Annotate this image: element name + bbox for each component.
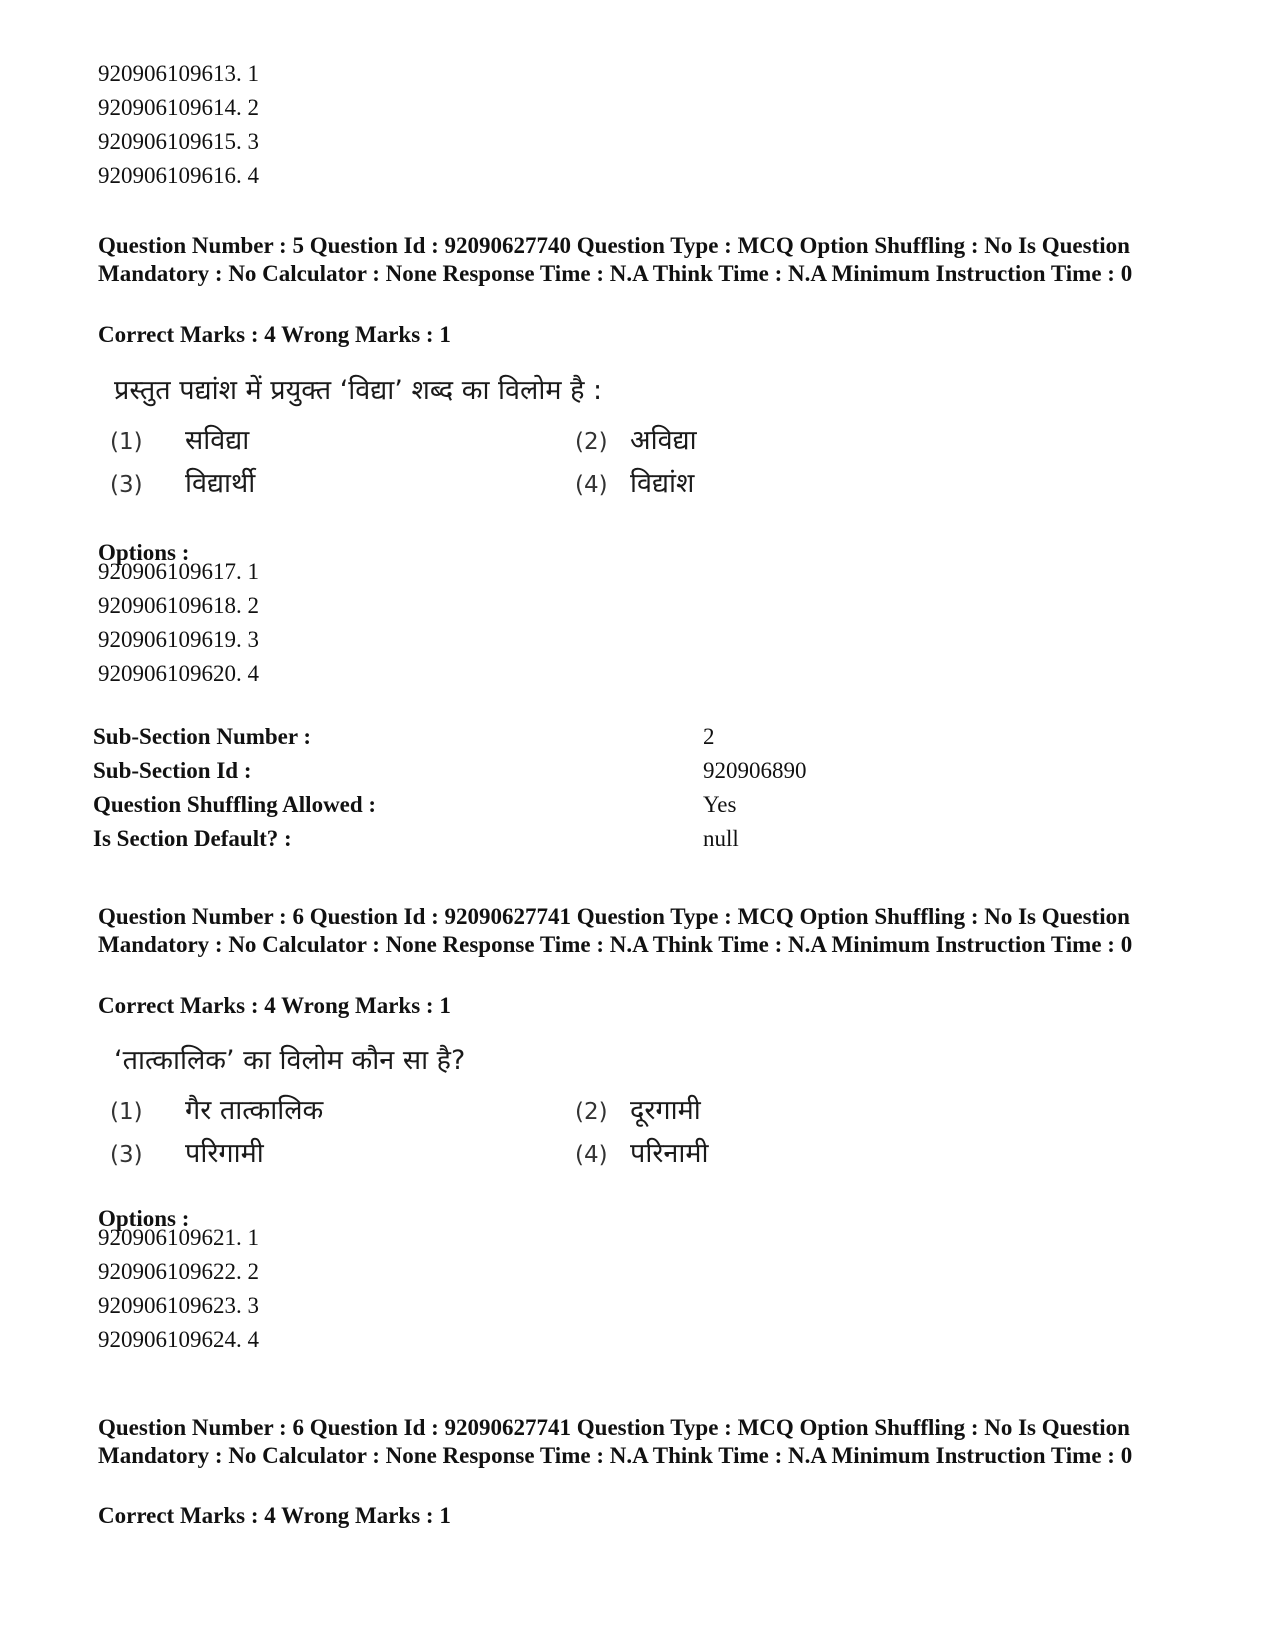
- choice-text: विद्यार्थी: [185, 468, 256, 499]
- question-6-options: [98, 1221, 259, 1357]
- choice-number: (4): [575, 1142, 608, 1168]
- subsection-info: [93, 720, 1193, 856]
- subsection-row: [93, 720, 1193, 754]
- question-5-choice-2: [575, 420, 697, 457]
- question-6-options-label: Options :: [98, 1206, 190, 1231]
- subsection-value: null: [703, 826, 739, 851]
- choice-text: परिगामी: [185, 1138, 264, 1169]
- previous-question-options: [98, 57, 259, 193]
- question-5-choice-1: [110, 420, 249, 457]
- choice-text: विद्यांश: [630, 468, 695, 499]
- subsection-row: [93, 788, 1193, 822]
- question-6-choice-1: [110, 1090, 323, 1127]
- option-line: 920906109619. 3: [98, 627, 259, 652]
- question-5-options: [98, 555, 259, 691]
- question-5-choice-3: [110, 463, 255, 500]
- subsection-value: 920906890: [703, 758, 807, 783]
- choice-number: (4): [575, 472, 608, 498]
- question-6-choice-3: [110, 1133, 264, 1170]
- subsection-label: Is Section Default? :: [93, 826, 292, 851]
- choice-number: (2): [575, 1099, 608, 1125]
- choice-text: अविद्या: [630, 425, 697, 456]
- choice-text: दूरगामी: [630, 1095, 701, 1126]
- question-6-header: Question Number : 6 Question Id : 92090627741 Question Type : MCQ Option Shuffling : No Is Question Mandatory : No Calculator : None Response Time : N.A Think Time : N.A Minimum Instruction Time : 0: [98, 904, 1133, 957]
- option-line: 920906109614. 2: [98, 95, 259, 120]
- option-line: 920906109617. 1: [98, 559, 259, 584]
- choice-text: गैर तात्कालिक: [185, 1095, 324, 1126]
- choice-number: (1): [110, 429, 143, 455]
- choice-text: परिनामी: [630, 1138, 709, 1169]
- question-6-repeat-header: Question Number : 6 Question Id : 92090627741 Question Type : MCQ Option Shuffling : No Is Question Mandatory : No Calculator : None Response Time : N.A Think Time : N.A Minimum Instruction Time : 0: [98, 1415, 1133, 1468]
- option-line: 920906109618. 2: [98, 593, 259, 618]
- question-5-choice-4: [575, 463, 694, 500]
- option-line: 920906109613. 1: [98, 61, 259, 86]
- question-5-options-label: Options :: [98, 540, 190, 565]
- option-line: 920906109616. 4: [98, 163, 259, 188]
- choice-number: (3): [110, 472, 143, 498]
- subsection-label: Sub-Section Number :: [93, 724, 312, 749]
- question-5-prompt: प्रस्तुत पद्यांश में प्रयुक्त ‘विद्या’ शब्द का विलोम है :: [114, 375, 603, 406]
- choice-number: (3): [110, 1142, 143, 1168]
- option-line: 920906109622. 2: [98, 1259, 259, 1284]
- question-6-choice-2: [575, 1090, 701, 1127]
- subsection-label: Sub-Section Id :: [93, 758, 252, 783]
- option-line: 920906109623. 3: [98, 1293, 259, 1318]
- subsection-row: [93, 822, 1193, 856]
- option-line: 920906109620. 4: [98, 661, 259, 686]
- choice-number: (1): [110, 1099, 143, 1125]
- option-line: 920906109624. 4: [98, 1327, 259, 1352]
- subsection-row: [93, 754, 1193, 788]
- question-5-content: [110, 370, 810, 510]
- question-6-choice-4: [575, 1133, 709, 1170]
- question-5-marks: Correct Marks : 4 Wrong Marks : 1: [98, 322, 451, 347]
- subsection-value: 2: [703, 724, 715, 749]
- choice-text: सविद्या: [185, 425, 250, 456]
- question-6-repeat-marks: Correct Marks : 4 Wrong Marks : 1: [98, 1503, 451, 1528]
- subsection-label: Question Shuffling Allowed :: [93, 792, 377, 817]
- question-6-marks: Correct Marks : 4 Wrong Marks : 1: [98, 993, 451, 1018]
- option-line: 920906109615. 3: [98, 129, 259, 154]
- question-5-header: Question Number : 5 Question Id : 92090627740 Question Type : MCQ Option Shuffling : No Is Question Mandatory : No Calculator : None Response Time : N.A Think Time : N.A Minimum Instruction Time : 0: [98, 233, 1133, 286]
- question-6-content: [110, 1040, 810, 1180]
- choice-number: (2): [575, 429, 608, 455]
- subsection-value: Yes: [703, 792, 737, 817]
- option-line: 920906109621. 1: [98, 1225, 259, 1250]
- question-6-prompt: ‘तात्कालिक’ का विलोम कौन सा है?: [114, 1045, 466, 1076]
